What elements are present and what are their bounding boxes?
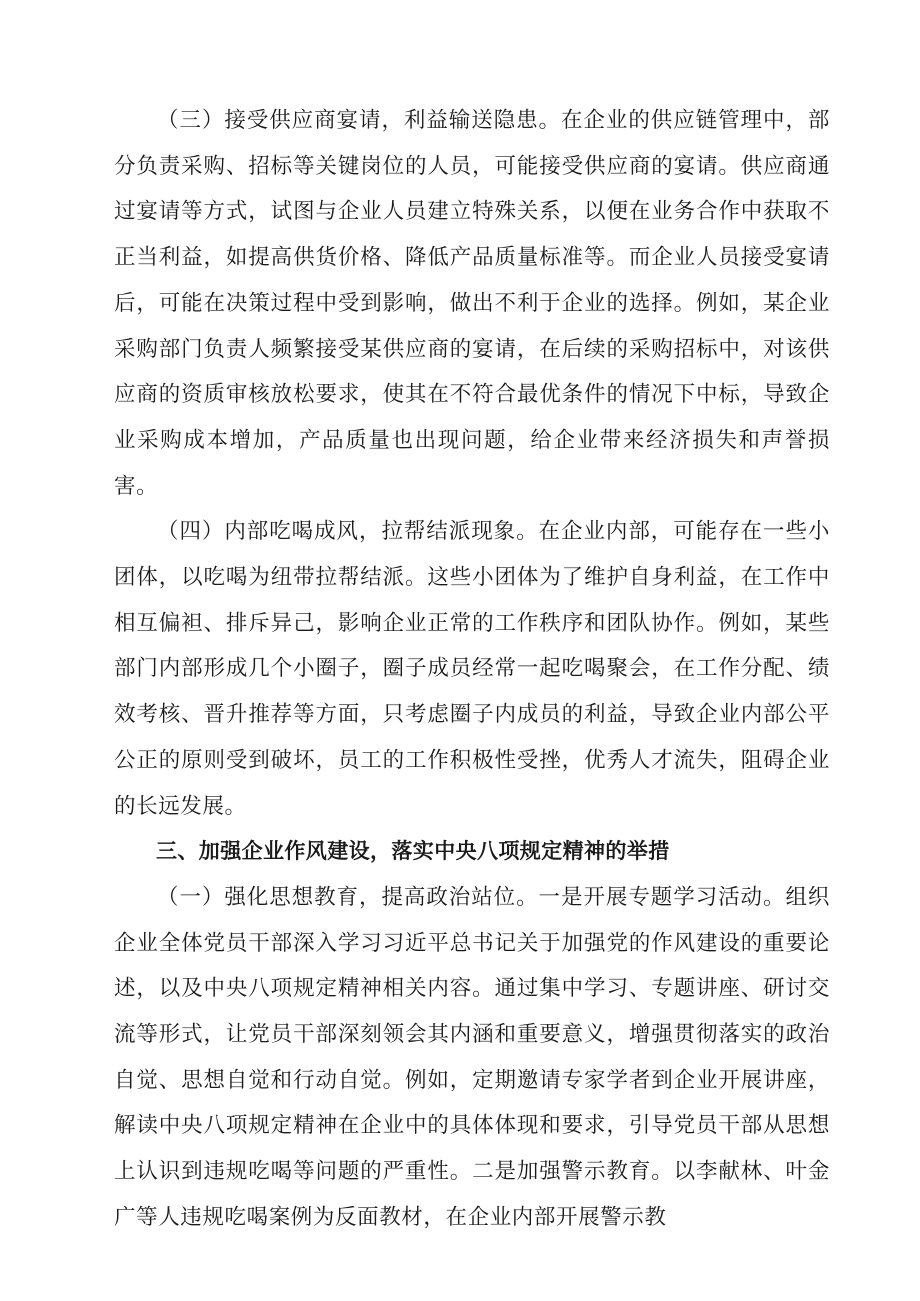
paragraph-internal-cliques: （四）内部吃喝成风，拉帮结派现象。在企业内部，可能存在一些小团体，以吃喝为纽带拉帮结派。这些小团体为了维护自身利益，在工作中相互偏袒、排斥异己，影响企业正常的工作秩序和团队协作。例如，某些部门内部形成几个小圈子，圈子成员经常一起吃喝聚会，在工作分配、绩效考核、晋升推荐等方面，只考虑圈子内成员的利益，导致企业内部公平公正的原则受到破坏，员工的工作积极性受挫，优秀人才流失，阻碍企业的长远发展。 (114, 519, 830, 819)
document-body (114, 98, 830, 1241)
paragraph-ideological-education: （一）强化思想教育，提高政治站位。一是开展专题学习活动。组织企业全体党员干部深入学习习近平总书记关于加强党的作风建设的重要论述，以及中央八项规定精神相关内容。通过集中学习、专题讲座、研讨交流等形式，让党员干部深刻领会其内涵和重要意义，增强贯彻落实的政治自觉、思想自觉和行动自觉。例如，定期邀请专家学者到企业开展讲座，解读中央八项规定精神在企业中的具体体现和要求，引导党员干部从思想上认识到违规吃喝等问题的严重性。二是加强警示教育。以李献林、叶金广等人违规吃喝案例为反面教材，在企业内部开展警示教 (114, 884, 830, 1230)
paragraph-supplier-banquets: （三）接受供应商宴请，利益输送隐患。在企业的供应链管理中，部分负责采购、招标等关键岗位的人员，可能接受供应商的宴请。供应商通过宴请等方式，试图与企业人员建立特殊关系，以便在业务合作中获取不正当利益，如提高供货价格、降低产品质量标准等。而企业人员接受宴请后，可能在决策过程中受到影响，做出不利于企业的选择。例如，某企业采购部门负责人频繁接受某供应商的宴请，在后续的采购招标中，对该供应商的资质审核放松要求，使其在不符合最优条件的情况下中标，导致企业采购成本增加，产品质量也出现问题，给企业带来经济损失和声誉损害。 (114, 108, 830, 499)
section-heading: 三、加强企业作风建设，落实中央八项规定精神的举措 (156, 839, 670, 864)
